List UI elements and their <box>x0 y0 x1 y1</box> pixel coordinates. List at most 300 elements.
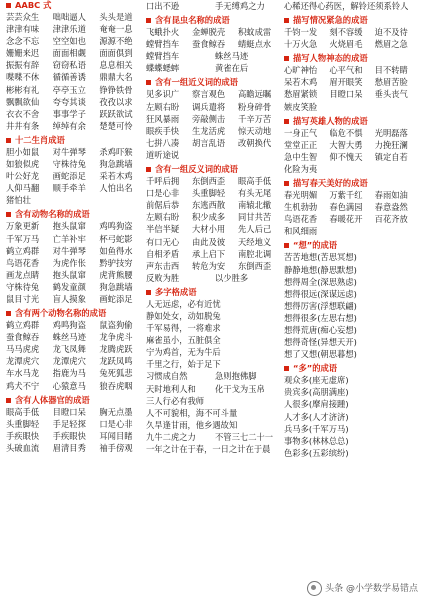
idiom: 龙跃凤鸣 <box>99 356 133 367</box>
idiom: 杀鸡吓猴 <box>99 146 133 157</box>
section-title: 含有一组近义词的成语 <box>155 77 238 88</box>
idiom-row <box>284 447 420 459</box>
red-square-bullet-icon <box>6 311 11 316</box>
idiom: 孜孜以求 <box>99 96 133 107</box>
idiom-row <box>284 101 420 113</box>
idiom: 手无缚鸡之力 <box>215 1 265 11</box>
section-heading <box>146 287 284 298</box>
idiom: 眉清目秀 <box>52 442 86 453</box>
idiom: 迫不及待 <box>374 27 408 38</box>
idiom: 想得周全(深思熟虑) <box>284 276 357 287</box>
section-title: 含有昆虫名称的成语 <box>155 15 230 26</box>
idiom: 黔驴技穷 <box>99 257 133 268</box>
idiom-row <box>6 418 146 430</box>
idiom-row <box>146 62 284 74</box>
idiom: 胡言乱语 <box>192 137 226 148</box>
section-title: 描写英雄人物的成语 <box>293 115 368 126</box>
idiom: 眼高手低 <box>6 406 40 417</box>
section-heading <box>284 363 420 374</box>
idiom: 龙潭虎穴 <box>6 356 40 367</box>
idiom: 千钧一发 <box>284 27 318 38</box>
idiom: 春光明媚 <box>284 190 318 201</box>
idiom: 胆小如鼠 <box>6 146 40 157</box>
idiom: 头重脚轻 <box>6 418 40 429</box>
idiom-row <box>146 50 284 62</box>
idiom: 胸无点墨 <box>99 406 133 417</box>
idiom: 火烧眉毛 <box>329 39 363 50</box>
idiom: 春暖花开 <box>329 214 363 225</box>
red-square-bullet-icon <box>6 3 11 8</box>
idiom-row <box>6 331 146 343</box>
idiom: 口是心非 <box>146 188 180 199</box>
idiom: 飘飘欲仙 <box>6 96 40 107</box>
idiom: 九牛二虎之力 <box>146 431 196 442</box>
idiom: 仰不愧天 <box>329 151 363 162</box>
idiom: 鸟语花香 <box>6 257 40 268</box>
idiom-row <box>284 151 420 163</box>
idiom: 目瞪口呆 <box>52 406 86 417</box>
idiom: 春色满园 <box>329 202 363 213</box>
idiom-row <box>284 189 420 201</box>
idiom: 宁为鸡首，无为牛后 <box>146 347 221 358</box>
idiom: 观众多(座无虚席) <box>284 375 349 386</box>
idiom-row <box>146 137 284 149</box>
idiom: 南腔北调 <box>238 248 272 259</box>
idiom: 喋喋不休 <box>6 72 40 83</box>
idiom: 头破血流 <box>6 442 40 453</box>
section-heading <box>6 395 146 406</box>
idiom-row <box>284 88 420 100</box>
idiom: 想得很多(左思右想) <box>284 312 357 323</box>
idiom: 龙争虎斗 <box>99 332 133 343</box>
idiom: 画蛇添足 <box>99 293 133 304</box>
idiom: 七拼八凑 <box>146 137 180 148</box>
red-square-bullet-icon <box>6 138 11 143</box>
idiom: 人无远虑，必有近忧 <box>146 298 221 309</box>
idiom-row <box>6 367 146 379</box>
idiom-row <box>284 348 420 360</box>
idiom: 鸡犬不宁 <box>6 380 40 391</box>
idiom: 蚕食鲸吞 <box>6 332 40 343</box>
idiom-section <box>6 206 146 305</box>
idiom-row <box>6 319 146 331</box>
idiom: 想得奇怪(异想天开) <box>284 337 357 348</box>
idiom: 刻不容缓 <box>329 27 363 38</box>
idiom-row <box>6 194 146 206</box>
idiom-row <box>146 431 284 443</box>
idiom: 亭亭玉立 <box>52 84 86 95</box>
idiom: 耳闻目睹 <box>99 430 133 441</box>
idiom-row <box>146 211 284 223</box>
idiom: 千辛万苦 <box>238 113 272 124</box>
idiom-row <box>146 383 284 395</box>
watermark <box>307 581 418 596</box>
idiom-section <box>284 12 420 50</box>
idiom: 蛛丝马迹 <box>52 332 86 343</box>
idiom-row <box>284 300 420 312</box>
idiom: 画龙点睛 <box>6 269 40 280</box>
idiom: 承上启下 <box>192 248 226 259</box>
idiom: 千里之行，始于足下 <box>146 359 221 370</box>
idiom: 十万火急 <box>284 39 318 50</box>
idiom: 高瞻远瞩 <box>238 89 272 100</box>
idiom: 化险为夷 <box>284 163 318 174</box>
section-title: 含有人体器官的成语 <box>15 394 90 405</box>
idiom-row <box>146 88 284 100</box>
idiom: 有头无尾 <box>238 188 272 199</box>
column-2 <box>146 0 284 600</box>
idiom-row <box>6 59 146 71</box>
idiom: 眼高手低 <box>238 176 272 187</box>
idiom: 顺手牵羊 <box>52 183 86 194</box>
idiom: 贵宾多(高朋满座) <box>284 387 349 398</box>
idiom: 画蛇添足 <box>52 171 86 182</box>
idiom: 头头是道 <box>99 12 133 22</box>
idiom-row <box>6 96 146 108</box>
section-title: AABC 式 <box>15 0 52 10</box>
idiom-row <box>6 84 146 96</box>
watermark-text: 头条 @小学数学易错点 <box>325 584 418 594</box>
idiom: 色彩多(五彩缤纷) <box>284 447 349 458</box>
idiom: 蜻蜓点水 <box>238 39 272 50</box>
idiom: 左顾右盼 <box>146 101 180 112</box>
idiom-section <box>146 74 284 161</box>
idiom: 龙腾虎跃 <box>99 344 133 355</box>
idiom-row <box>6 23 146 35</box>
idiom: 想得很远(深谋远虑) <box>284 288 357 299</box>
idiom: 垂头丧气 <box>374 89 408 100</box>
idiom-row <box>284 374 420 386</box>
idiom-row <box>284 76 420 88</box>
idiom-sheet <box>6 0 420 600</box>
idiom: 静如处女，动如脱兔 <box>146 310 221 321</box>
idiom: 为虎作伥 <box>52 257 86 268</box>
idiom-row <box>146 38 284 50</box>
idiom-row <box>6 47 146 59</box>
section-title: “想”的成语 <box>293 240 338 251</box>
idiom: 咄咄逼人 <box>52 12 86 22</box>
idiom: 久旱逢甘雨，他乡遇故知 <box>146 419 238 430</box>
idiom: 跃跃欲试 <box>99 108 133 119</box>
idiom: 采若木鸡 <box>99 171 133 182</box>
idiom: 力挽狂澜 <box>374 139 408 150</box>
idiom-section <box>284 237 420 360</box>
idiom: 春意盎然 <box>374 202 408 213</box>
idiom: 心旷神怡 <box>284 65 318 76</box>
idiom: 急中生智 <box>284 151 318 162</box>
idiom: 衣衣不舍 <box>6 108 40 119</box>
idiom: 见多识广 <box>146 89 180 100</box>
idiom-row <box>284 276 420 288</box>
idiom: 对牛弹琴 <box>52 245 86 256</box>
idiom: 苦苦地想(苦思冥想) <box>284 252 357 263</box>
idiom: 鹤立鸡群 <box>6 245 40 256</box>
idiom-row <box>6 182 146 194</box>
idiom: 积蚊成雷 <box>238 27 272 38</box>
idiom-row <box>284 201 420 213</box>
idiom: 天时地利人和 <box>146 383 196 394</box>
idiom: 人仰马翻 <box>6 183 40 194</box>
idiom: 手疾眼快 <box>6 430 40 441</box>
idiom-section <box>6 132 146 206</box>
idiom: 抱头鼠窜 <box>52 221 86 232</box>
idiom: 螳臂挡车 <box>146 39 180 50</box>
idiom-row <box>6 220 146 232</box>
idiom: 春雨如油 <box>374 190 408 201</box>
section-title: 多字格成语 <box>155 286 197 297</box>
idiom: 手足轻探 <box>52 418 86 429</box>
red-square-bullet-icon <box>284 119 289 124</box>
idiom: 兔死狐悲 <box>99 368 133 379</box>
idiom: 调兵遣将 <box>192 101 226 112</box>
idiom-row <box>284 127 420 139</box>
idiom: 人怕出名 <box>99 183 133 194</box>
idiom: 面面俱到 <box>99 48 133 59</box>
idiom-row <box>146 407 284 419</box>
idiom-section <box>146 284 284 455</box>
idiom: 指鹿为马 <box>52 368 86 379</box>
idiom: 井井有条 <box>6 120 40 131</box>
section-heading <box>146 15 284 26</box>
idiom: 狼吞虎咽 <box>99 380 133 391</box>
idiom-section <box>146 12 284 74</box>
idiom: 大材小用 <box>192 224 226 235</box>
idiom: 马马虎虎 <box>6 344 40 355</box>
idiom-row <box>146 113 284 125</box>
idiom: 化干戈为玉帛 <box>215 383 265 394</box>
idiom-row <box>284 38 420 50</box>
idiom: 嫉皮笑脸 <box>284 101 318 112</box>
idiom: 和风细雨 <box>284 226 318 237</box>
idiom-row <box>284 0 420 12</box>
idiom: 生机勃勃 <box>284 202 318 213</box>
idiom: 堂堂正正 <box>284 139 318 150</box>
red-square-bullet-icon <box>284 56 289 61</box>
idiom: 津津有味 <box>6 24 40 35</box>
column-3 <box>284 0 420 600</box>
idiom: 息息相关 <box>99 60 133 71</box>
idiom: 鹤发童颜 <box>52 281 86 292</box>
idiom-row <box>6 158 146 170</box>
idiom: 眉开眼笑 <box>329 77 363 88</box>
idiom-row <box>146 0 284 12</box>
idiom: 蚕食鲸吞 <box>192 39 226 50</box>
idiom-row <box>6 269 146 281</box>
idiom-row <box>146 248 284 260</box>
idiom: 虎背熊腰 <box>99 269 133 280</box>
idiom: 千呼后拥 <box>146 176 180 187</box>
idiom-row <box>284 26 420 38</box>
idiom: 飞蛾扑火 <box>146 27 180 38</box>
idiom: 杯弓蛇影 <box>99 233 133 244</box>
idiom: 一身正气 <box>284 127 318 138</box>
red-square-bullet-icon <box>6 398 11 403</box>
idiom: 麻雀虽小，五脏俱全 <box>146 335 221 346</box>
section-heading <box>284 178 420 189</box>
red-square-bullet-icon <box>284 366 289 371</box>
idiom-row <box>146 419 284 431</box>
idiom: 金蝉脱壳 <box>192 27 226 38</box>
idiom: 粉身碎骨 <box>238 101 272 112</box>
section-title: “多”的成语 <box>293 363 338 374</box>
red-square-bullet-icon <box>284 181 289 186</box>
idiom-row <box>284 411 420 423</box>
section-heading <box>284 15 420 26</box>
idiom: 鼠盗狗偷 <box>99 320 133 331</box>
idiom: 东倒西歪 <box>192 176 226 187</box>
idiom: 有口无心 <box>146 236 180 247</box>
idiom-row <box>6 170 146 182</box>
idiom: 如狼似虎 <box>6 159 40 170</box>
idiom: 千军万马 <box>6 233 40 244</box>
idiom-row <box>284 423 420 435</box>
section-heading <box>284 116 420 127</box>
idiom: 狗急跳墙 <box>99 281 133 292</box>
red-square-bullet-icon <box>146 18 151 23</box>
idiom: 鼎鼎大名 <box>99 72 133 83</box>
idiom-row <box>146 199 284 211</box>
idiom-row <box>6 35 146 47</box>
idiom: 芸芸众生 <box>6 12 40 22</box>
idiom: 以少胜多 <box>215 272 249 283</box>
idiom: 抱头鼠窜 <box>52 269 86 280</box>
idiom: 事事学子 <box>52 108 86 119</box>
idiom-row <box>284 288 420 300</box>
idiom: 叶公好龙 <box>6 171 40 182</box>
idiom-section <box>6 0 146 132</box>
idiom-row <box>146 310 284 322</box>
idiom-row <box>146 223 284 235</box>
idiom-row <box>284 398 420 410</box>
idiom-row <box>146 443 284 455</box>
idiom: 鸟语花香 <box>284 214 318 225</box>
idiom: 源源不绝 <box>99 36 133 47</box>
idiom: 如鱼得水 <box>99 245 133 256</box>
idiom-row <box>284 386 420 398</box>
idiom: 燃眉之急 <box>374 39 408 50</box>
idiom-row <box>6 430 146 442</box>
section-heading <box>146 77 284 88</box>
red-square-bullet-icon <box>284 18 289 23</box>
idiom-section <box>284 113 420 175</box>
idiom-row <box>6 380 146 392</box>
idiom-section <box>284 360 420 459</box>
idiom: 万紫千红 <box>329 190 363 201</box>
idiom-row <box>146 125 284 137</box>
idiom: 对牛弹琴 <box>52 146 86 157</box>
idiom-row <box>284 336 420 348</box>
idiom-row <box>284 64 420 76</box>
idiom: 呆若木鸡 <box>284 77 318 88</box>
idiom: 静静地想(静思默想) <box>284 264 357 275</box>
idiom-row <box>6 257 146 269</box>
idiom-row <box>6 233 146 245</box>
idiom: 铮铮铁骨 <box>99 84 133 95</box>
idiom-row <box>6 71 146 83</box>
idiom: 转危为安 <box>192 260 226 271</box>
idiom: 由此及彼 <box>192 236 226 247</box>
section-title: 含有动物名称的成语 <box>15 209 90 220</box>
idiom-row <box>146 187 284 199</box>
column-1 <box>6 0 146 600</box>
idiom: 反败为胜 <box>146 272 180 283</box>
section-heading <box>6 308 146 319</box>
red-square-bullet-icon <box>146 167 151 172</box>
idiom: 鸡鸣狗盗 <box>52 320 86 331</box>
idiom: 南辕北辙 <box>238 200 272 211</box>
idiom: 眼疾手快 <box>146 125 180 136</box>
idiom-row <box>6 11 146 23</box>
idiom-row <box>6 343 146 355</box>
idiom: 急则抱佛脚 <box>215 371 257 382</box>
idiom-row <box>6 146 146 158</box>
idiom-row <box>284 163 420 175</box>
idiom-section <box>146 0 284 12</box>
idiom: 光明磊落 <box>374 127 408 138</box>
idiom: 蝶蝶蟋蟀 <box>146 63 180 74</box>
idiom-section <box>284 175 420 237</box>
section-heading <box>6 209 146 220</box>
idiom: 循循善诱 <box>52 72 86 83</box>
idiom-row <box>6 406 146 418</box>
section-heading <box>146 164 284 175</box>
idiom-row <box>284 324 420 336</box>
idiom: 前倨后恭 <box>146 200 180 211</box>
idiom: 楚楚可怜 <box>99 120 133 131</box>
idiom-row <box>146 334 284 346</box>
idiom: 声东击西 <box>146 260 180 271</box>
toutiao-logo-icon <box>307 581 322 596</box>
idiom: 龙飞凤舞 <box>52 344 86 355</box>
idiom-row <box>146 26 284 38</box>
idiom-row <box>146 272 284 284</box>
red-square-bullet-icon <box>284 243 289 248</box>
idiom: 万象更新 <box>6 221 40 232</box>
idiom: 人很多(摩肩接踵) <box>284 399 349 410</box>
idiom: 东倒西歪 <box>238 260 272 271</box>
idiom: 亡羊补牢 <box>52 233 86 244</box>
idiom-row <box>146 370 284 382</box>
idiom-row <box>6 442 146 454</box>
idiom: 天经地义 <box>238 236 272 247</box>
idiom: 口出不逊 <box>146 1 180 11</box>
idiom: 姗姗来迟 <box>6 48 40 59</box>
idiom: 念念不忘 <box>6 36 40 47</box>
idiom: 绰绰有余 <box>52 120 86 131</box>
idiom: 奄奄一息 <box>99 24 133 35</box>
idiom: 不管三七二十一 <box>215 431 274 442</box>
section-heading <box>6 0 146 11</box>
idiom: 鼠目寸光 <box>6 293 40 304</box>
idiom: 人不可貌相，海不可斗量 <box>146 407 238 418</box>
idiom-row <box>146 395 284 407</box>
idiom-row <box>6 245 146 257</box>
idiom: 习惯成自然 <box>146 371 188 382</box>
section-title: 含有一组反义词的成语 <box>155 164 238 175</box>
idiom: 想得厉害(浮想联翩) <box>284 300 357 311</box>
idiom-section <box>146 161 284 284</box>
idiom: 狂风暴雨 <box>146 113 180 124</box>
idiom-row <box>284 435 420 447</box>
idiom: 目瞪口呆 <box>329 89 363 100</box>
idiom-row <box>146 346 284 358</box>
idiom: 守株待兔 <box>52 159 86 170</box>
section-title: 描写情况紧急的成语 <box>293 15 368 26</box>
idiom: 守株待兔 <box>6 281 40 292</box>
idiom: 心猿意马 <box>52 380 86 391</box>
idiom: 愁眉苦脸 <box>374 77 408 88</box>
idiom: 一年之计在于春，一日之计在于晨 <box>146 444 271 454</box>
